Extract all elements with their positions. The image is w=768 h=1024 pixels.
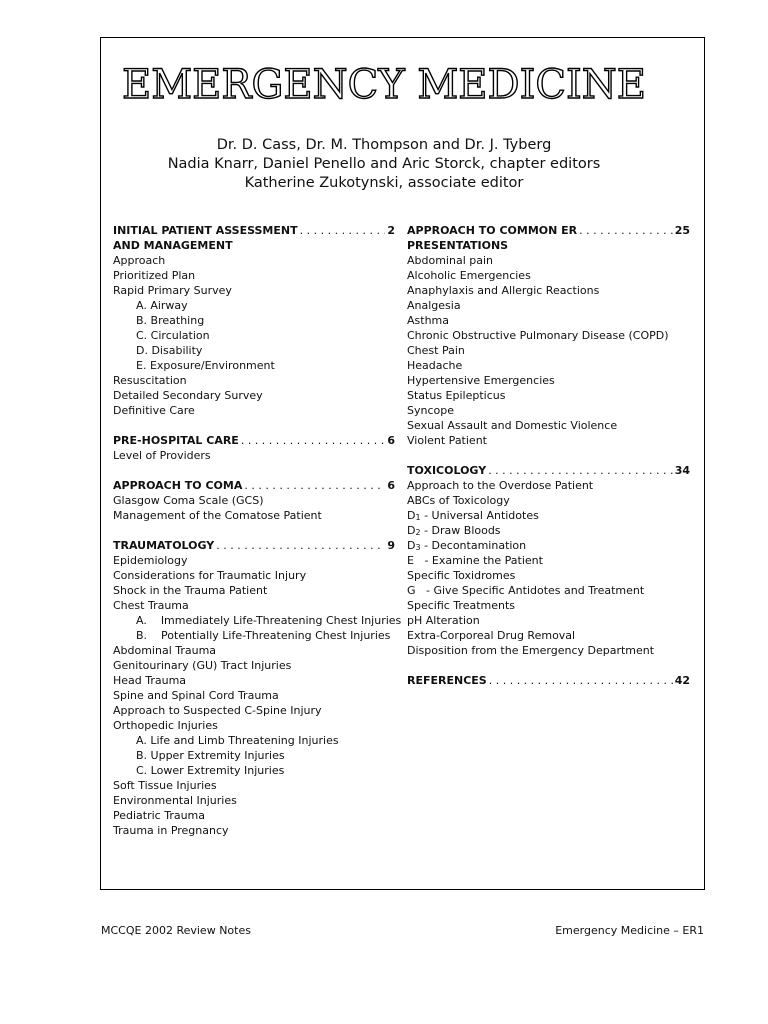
toc-subitem: E. Exposure/Environment [136, 359, 275, 372]
toc-item-d2: $D_2$ - Draw Bloods [407, 524, 501, 537]
toc-item: Analgesia [407, 299, 461, 312]
toc-item: Chronic Obstructive Pulmonary Disease (COPD) [407, 329, 669, 342]
leader-dots [579, 223, 673, 238]
toc-item: Alcoholic Emergencies [407, 269, 531, 282]
toc-item: Chest Trauma [113, 599, 189, 612]
toc-section-prehospital[interactable]: PRE-HOSPITAL CARE . . . 6 [113, 433, 395, 448]
toc-item: Syncope [407, 404, 454, 417]
toc-item: Environmental Injuries [113, 794, 237, 807]
toc-subitem: A. Airway [136, 299, 188, 312]
leader-dots [488, 463, 673, 478]
toc-item: Detailed Secondary Survey [113, 389, 263, 402]
toc-item: Level of Providers [113, 449, 211, 462]
footer-right: Emergency Medicine – ER1 [555, 924, 704, 937]
page-number: 6 [387, 434, 395, 447]
leader-dots [300, 223, 386, 238]
toc-item: Specific Toxidromes [407, 569, 516, 582]
toc-item: E - Examine the Patient [407, 554, 543, 567]
toc-item: Glasgow Coma Scale (GCS) [113, 494, 264, 507]
toc-item-d1: $D_1$ - Universal Antidotes [407, 509, 539, 522]
toc-item: Abdominal pain [407, 254, 494, 267]
toc-item: pH Alteration [407, 614, 480, 627]
footer-left: MCCQE 2002 Review Notes [101, 924, 251, 937]
toc-item: Orthopedic Injuries [113, 719, 218, 732]
toc-item: Headache [407, 359, 463, 372]
toc-item: Approach [113, 254, 166, 267]
toc-item: Status Epilepticus [407, 389, 506, 402]
toc-item: Specific Treatments [407, 599, 516, 612]
toc-item: Resuscitation [113, 374, 187, 387]
toc-item: Trauma in Pregnancy [113, 824, 229, 837]
toc-item: Spine and Spinal Cord Trauma [113, 689, 279, 702]
toc-subitem: B. Upper Extremity Injuries [136, 749, 285, 762]
toc-section-heading-cont: PRESENTATIONS [407, 239, 509, 252]
toc-item: Chest Pain [407, 344, 465, 357]
toc-section-toxicology[interactable]: TOXICOLOGY . . . 34 [407, 463, 690, 478]
toc-section-initial[interactable]: INITIAL PATIENT ASSESSMENT . . . 2 [113, 223, 395, 238]
toc-item: ABCs of Toxicology [407, 494, 510, 507]
toc-item: Anaphylaxis and Allergic Reactions [407, 284, 600, 297]
toc-subitem: B. Breathing [136, 314, 205, 327]
toc-item: Violent Patient [407, 434, 487, 447]
toc-item-d3: $D_3$ - Decontamination [407, 539, 527, 552]
toc-left-column [113, 223, 402, 838]
toc-section-common-er[interactable]: APPROACH TO COMMON ER . . . 25 [407, 223, 690, 238]
toc-item: Prioritized Plan [113, 269, 196, 282]
page-number: 25 [674, 224, 690, 237]
toc-item: Hypertensive Emergencies [407, 374, 555, 387]
editors-line: Nadia Knarr, Daniel Penello and Aric Storck, chapter editors [167, 156, 601, 172]
toc-subitem: A. Life and Limb Threatening Injuries [136, 734, 339, 747]
toc-item: Soft Tissue Injuries [113, 779, 217, 792]
toc-item: Approach to the Overdose Patient [407, 479, 594, 492]
toc-item: Genitourinary (GU) Tract Injuries [113, 659, 292, 672]
toc-item: Head Trauma [113, 674, 187, 687]
toc-item: Shock in the Trauma Patient [113, 584, 268, 597]
toc-item: Pediatric Trauma [113, 809, 206, 822]
toc-section-coma[interactable]: APPROACH TO COMA . . . 6 [113, 478, 395, 493]
toc-section-references[interactable]: REFERENCES . . . 42 [407, 673, 690, 688]
page-title: EMERGENCY MEDICINE [122, 62, 646, 108]
toc-item: Approach to Suspected C-Spine Injury [113, 704, 322, 717]
leader-dots [241, 433, 386, 448]
toc-subitem: C. Lower Extremity Injuries [136, 764, 285, 777]
page-number: 34 [674, 464, 690, 477]
toc-item: Disposition from the Emergency Department [407, 644, 655, 657]
toc-section-heading-cont: AND MANAGEMENT [113, 239, 233, 252]
toc-item: Rapid Primary Survey [113, 284, 232, 297]
toc-item: Epidemiology [113, 554, 188, 567]
toc-item: Sexual Assault and Domestic Violence [407, 419, 618, 432]
page-number: 2 [387, 224, 395, 237]
page-number: 9 [387, 539, 395, 552]
toc-item: Extra-Corporeal Drug Removal [407, 629, 576, 642]
page-number: 6 [387, 479, 395, 492]
toc-item: Considerations for Traumatic Injury [113, 569, 307, 582]
toc-subitem: A. Immediately Life-Threatening Chest Injuries [136, 614, 402, 627]
leader-dots [216, 538, 385, 553]
authors-line: Dr. D. Cass, Dr. M. Thompson and Dr. J. Tyberg [216, 137, 552, 153]
toc-subitem: C. Circulation [136, 329, 210, 342]
associate-editor-line: Katherine Zukotynski, associate editor [244, 175, 524, 191]
toc-item: Abdominal Trauma [113, 644, 217, 657]
toc-section-traumatology[interactable]: TRAUMATOLOGY . . . 9 [113, 538, 395, 553]
toc-item: G - Give Specific Antidotes and Treatment [407, 584, 645, 597]
toc-item: Definitive Care [113, 404, 195, 417]
toc-subitem: B. Potentially Life-Threatening Chest Injuries [136, 629, 391, 642]
toc-item: Asthma [407, 314, 449, 327]
leader-dots [244, 478, 385, 493]
authors-block [0, 136, 768, 193]
page-number: 42 [674, 674, 690, 687]
toc-right-column [407, 223, 690, 688]
leader-dots [489, 673, 673, 688]
toc-item: Management of the Comatose Patient [113, 509, 322, 522]
toc-subitem: D. Disability [136, 344, 203, 357]
